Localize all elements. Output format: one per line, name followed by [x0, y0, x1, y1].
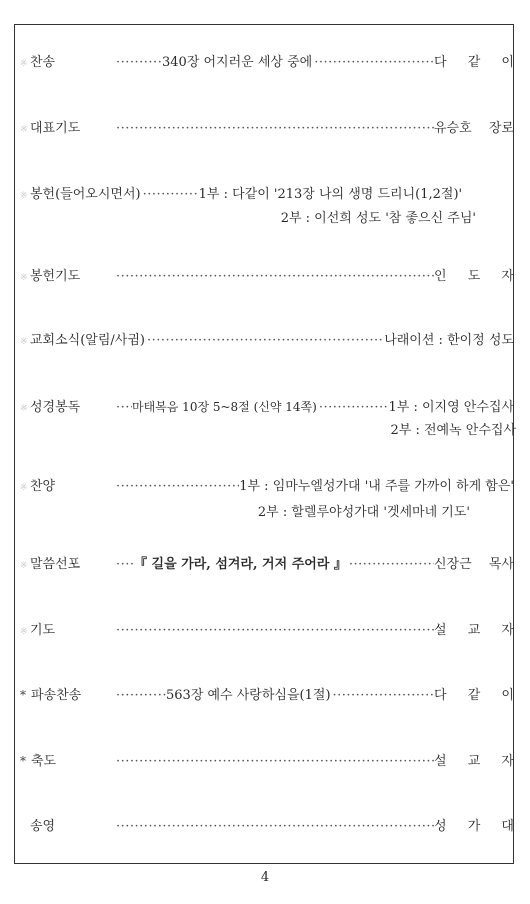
- item-label: 기도: [30, 623, 56, 638]
- item-person: 다 같 이: [434, 688, 514, 703]
- leader-dots: [114, 753, 434, 771]
- note-mark: ※: [20, 125, 28, 135]
- item-person: 설 교 자: [434, 623, 514, 638]
- item-label: 파송찬송: [31, 688, 82, 703]
- order-item-representative-prayer: [20, 120, 514, 139]
- leader-dots: [347, 556, 434, 574]
- leader-dots: [114, 818, 434, 836]
- item-content: 563장 예수 사랑하심을(1절): [166, 688, 331, 703]
- item-person: 성 가 대: [434, 819, 514, 834]
- order-item-prayer: [20, 622, 514, 641]
- sermon-title: 『 길을 가라, 섬겨라, 거저 주어라 』: [134, 557, 347, 572]
- item-content-second: 2부 : 이선희 성도 '참 좋으신 주님': [280, 211, 476, 226]
- leader-dots: [114, 54, 162, 72]
- item-content-second: 2부 : 할렐루야성가대 '겟세마네 기도': [257, 505, 470, 520]
- standing-mark: *: [20, 754, 26, 768]
- item-content: 1부 : 다같이 '213장 나의 생명 드리니(1,2절)': [198, 187, 463, 202]
- order-item-scripture-reading: [20, 398, 514, 418]
- order-item-offering: [20, 186, 514, 205]
- note-mark: ※: [20, 337, 28, 347]
- item-person: 유승호 장로: [434, 121, 514, 136]
- leader-dots: [145, 332, 384, 350]
- leader-dots: [114, 687, 166, 705]
- leader-dots: [114, 120, 434, 138]
- item-person: 나래이션 : 한이정 성도: [384, 333, 514, 348]
- item-label: 말씀선포: [30, 557, 81, 572]
- page-number: 4: [260, 870, 270, 885]
- item-label: 송영: [30, 819, 56, 834]
- item-person: 1부 : 이지영 안수집사: [388, 400, 514, 415]
- item-person-second: 2부 : 전예녹 안수집사: [390, 423, 516, 438]
- order-item-offering-prayer: [20, 268, 514, 287]
- leader-dots: [114, 268, 434, 286]
- note-mark: ※: [20, 483, 28, 493]
- item-content: 340장 어지러운 세상 중에: [162, 55, 313, 70]
- item-person: 인 도 자: [434, 269, 514, 284]
- item-person: 설 교 자: [434, 754, 514, 769]
- page-frame: [14, 24, 514, 864]
- leader-dots: [331, 687, 434, 705]
- order-item-church-news: [20, 332, 514, 351]
- note-mark: ※: [20, 273, 28, 283]
- leader-dots: [114, 399, 132, 417]
- item-label: 찬양: [30, 479, 56, 494]
- order-item-doxology: [20, 818, 514, 836]
- order-item-hymn: [20, 54, 514, 73]
- item-content: 마태복음 10장 5~8절 (신약 14쪽): [132, 400, 317, 414]
- standing-mark: *: [20, 688, 26, 702]
- item-label: 봉헌기도: [30, 269, 81, 284]
- note-mark: ※: [20, 59, 28, 69]
- item-content: 1부 : 임마누엘성가대 '내 주를 가까이 하게 함은': [239, 479, 514, 494]
- leader-dots: [312, 54, 434, 72]
- note-mark: ※: [20, 627, 28, 637]
- item-person: 신장근 목사: [434, 557, 514, 572]
- leader-dots: [114, 622, 434, 640]
- note-mark: ※: [20, 191, 28, 201]
- leader-dots: [141, 186, 199, 204]
- note-mark: ※: [20, 561, 28, 571]
- item-person: 다 같 이: [434, 55, 514, 70]
- item-label: 대표기도: [30, 121, 81, 136]
- order-item-sermon: [20, 556, 514, 575]
- note-mark: ※: [20, 404, 28, 414]
- order-item-benediction: [20, 752, 514, 771]
- order-item-choir-anthem: [20, 478, 514, 497]
- item-label: 축도: [31, 754, 57, 769]
- item-label: 성경봉독: [30, 400, 81, 415]
- leader-dots: [317, 399, 389, 417]
- item-label: 찬송: [30, 55, 56, 70]
- item-label: 봉헌(들어오시면서): [30, 187, 141, 202]
- order-item-sending-hymn: [20, 686, 514, 705]
- leader-dots: [114, 478, 239, 496]
- leader-dots: [114, 556, 134, 574]
- item-label: 교회소식(알림/사귐): [30, 333, 145, 348]
